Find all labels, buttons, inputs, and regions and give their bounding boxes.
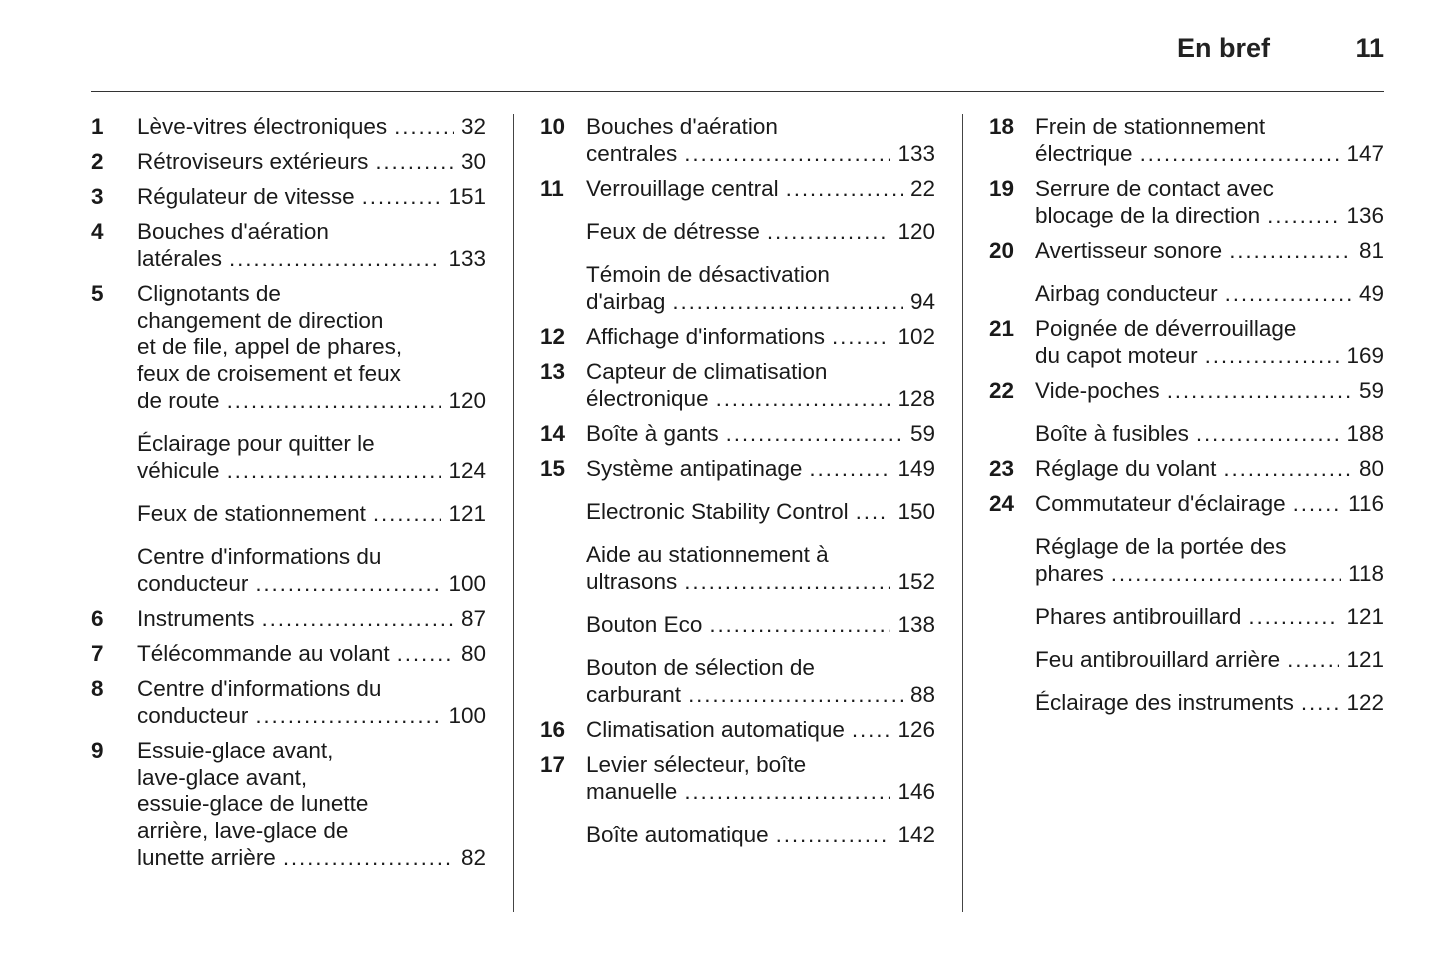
entry-page-number[interactable]: 133 [448, 245, 486, 271]
entry-text-line: Système antipatinage [586, 455, 803, 481]
dot-leader [852, 717, 891, 744]
index-entry[interactable] [540, 324, 935, 351]
entry-text-line: Serrure de contact avec [1035, 175, 1274, 201]
entry-last-line [586, 682, 935, 709]
entry-last-line [1035, 604, 1384, 631]
entry-last-line [137, 458, 486, 485]
entry-page-number[interactable]: 120 [897, 218, 935, 244]
entry-last-line [1035, 238, 1384, 265]
entry-number: 14 [540, 420, 566, 446]
entry-last-line [1035, 690, 1384, 717]
entry-text-line: électrique [1035, 140, 1133, 166]
page-header [0, 28, 1384, 68]
dot-leader [809, 456, 890, 483]
entry-page-number[interactable]: 149 [897, 455, 935, 481]
entry-number: 10 [540, 114, 566, 139]
entry-page-number[interactable]: 121 [1346, 603, 1384, 629]
entry-page-number[interactable]: 147 [1346, 140, 1384, 166]
entry-page-number[interactable]: 102 [897, 323, 935, 349]
entry-last-line [137, 606, 486, 633]
entry-text-line: manuelle [586, 778, 678, 804]
index-entry[interactable] [91, 431, 486, 485]
entry-page-number[interactable]: 81 [1358, 237, 1384, 263]
entry-text-line: Bouches d'aération [137, 218, 329, 244]
entry-text-line: Éclairage des instruments [1035, 690, 1294, 716]
entry-last-line [137, 571, 486, 598]
entry-page-number[interactable]: 32 [460, 114, 486, 139]
entry-number: 17 [540, 752, 566, 777]
index-column-2 [540, 114, 935, 849]
entry-text-line: et de file, appel de phares, [137, 334, 403, 360]
entry-text-line: conducteur [137, 571, 249, 597]
entry-number: 6 [91, 606, 104, 632]
entry-page-number[interactable]: 82 [460, 845, 486, 870]
entry-text-line: Bouton de sélection de [586, 655, 815, 681]
entry-last-line [137, 703, 486, 730]
entry-text-line: Clignotants de [137, 280, 281, 306]
entry-number: 15 [540, 455, 566, 481]
entry-text-line: Éclairage pour quitter le [137, 431, 375, 457]
entry-text-line: arrière, lave-glace de [137, 818, 349, 844]
dot-leader [262, 606, 454, 633]
entry-text-line: Avertisseur sonore [1035, 237, 1223, 263]
entry-text-line: Essuie-glace avant, [137, 737, 334, 763]
entry-number: 1 [91, 114, 104, 139]
entry-number: 23 [989, 455, 1015, 481]
entry-number: 20 [989, 237, 1015, 263]
entry-text-line: Aide au stationnement à [586, 542, 829, 568]
index-entry[interactable] [540, 219, 935, 246]
entry-text-line: Capteur de climatisation [586, 358, 828, 384]
index-entry[interactable] [91, 219, 486, 273]
entry-text-line: Télécommande au volant [137, 641, 390, 667]
entry-last-line [1035, 647, 1384, 674]
index-column-1 [91, 114, 486, 872]
entry-page-number[interactable]: 124 [448, 457, 486, 483]
entry-last-line [137, 114, 486, 141]
entry-last-line [137, 845, 486, 872]
entry-page-number[interactable]: 80 [1358, 455, 1384, 481]
dot-leader [1293, 491, 1341, 518]
entry-last-line [137, 501, 486, 528]
entry-page-number[interactable]: 169 [1346, 342, 1384, 368]
entry-text-line: essuie-glace de lunette [137, 791, 369, 817]
entry-page-number[interactable]: 126 [897, 717, 935, 743]
entry-text-line: Centre d'informations du [137, 544, 382, 570]
entry-last-line [586, 421, 935, 448]
section-title: En bref [1176, 33, 1270, 63]
index-entry[interactable] [540, 655, 935, 709]
entry-text-line: conducteur [137, 702, 249, 728]
index-entry[interactable] [989, 421, 1384, 448]
index-entry[interactable] [540, 717, 935, 744]
entry-text-line: Réglage de la portée des [1035, 533, 1287, 559]
dot-leader [688, 682, 903, 709]
entry-number: 24 [989, 490, 1015, 516]
dot-leader [362, 184, 442, 211]
entry-last-line [586, 779, 935, 806]
entry-page-number[interactable]: 59 [909, 420, 935, 446]
entry-text-line: lave-glace avant, [137, 764, 308, 790]
index-entry[interactable] [989, 316, 1384, 370]
entry-page-number[interactable]: 133 [897, 140, 935, 166]
entry-last-line [586, 219, 935, 246]
entry-number: 22 [989, 377, 1015, 403]
dot-leader [1196, 421, 1340, 448]
entry-page-number[interactable]: 100 [448, 702, 486, 728]
dot-leader [394, 114, 454, 141]
entry-page-number[interactable]: 136 [1346, 202, 1384, 228]
entry-page-number[interactable]: 116 [1348, 490, 1384, 516]
entry-page-number[interactable]: 121 [1346, 647, 1384, 673]
entry-text-line: de route [137, 387, 220, 413]
index-entry[interactable] [989, 647, 1384, 674]
entry-page-number[interactable]: 150 [897, 498, 935, 524]
entry-number: 18 [989, 114, 1015, 139]
entry-last-line [1035, 421, 1384, 448]
entry-last-line [1035, 343, 1384, 370]
dot-leader [1287, 647, 1339, 674]
entry-last-line [137, 388, 486, 415]
entry-page-number[interactable]: 59 [1358, 377, 1384, 403]
entry-last-line [1035, 456, 1384, 483]
entry-text-line: électronique [586, 385, 709, 411]
entry-text-line: Poignée de déverrouillage [1035, 315, 1297, 341]
entry-last-line [137, 184, 486, 211]
entry-last-line [586, 456, 935, 483]
dot-leader [726, 421, 903, 448]
index-entry[interactable] [91, 184, 486, 211]
index-entry[interactable] [540, 359, 935, 413]
entry-last-line [586, 569, 935, 596]
entry-page-number[interactable]: 152 [897, 568, 935, 594]
entry-last-line [586, 386, 935, 413]
entry-text-line: carburant [586, 682, 682, 708]
index-entry[interactable] [989, 604, 1384, 631]
entry-last-line [586, 822, 935, 849]
entry-number: 16 [540, 717, 566, 743]
entry-text-line: Boîte automatique [586, 821, 769, 847]
entry-text-line: Feux de stationnement [137, 501, 366, 527]
entry-text-line: Régulateur de vitesse [137, 183, 355, 209]
entry-text-line: Levier sélecteur, boîte [586, 752, 807, 777]
entry-text-line: changement de direction [137, 307, 384, 333]
dot-leader [1140, 141, 1340, 168]
index-entry[interactable] [540, 822, 935, 849]
entry-page-number[interactable]: 30 [460, 148, 486, 174]
index-entry[interactable] [540, 542, 935, 596]
entry-last-line [586, 717, 935, 744]
index-entry[interactable] [91, 114, 486, 141]
index-entry[interactable] [989, 281, 1384, 308]
entry-text-line: Airbag conducteur [1035, 280, 1218, 306]
entry-text-line: blocage de la direction [1035, 202, 1261, 228]
dot-leader [1167, 378, 1352, 405]
entry-number: 21 [989, 315, 1015, 341]
index-entry[interactable] [91, 149, 486, 176]
index-entry[interactable] [989, 176, 1384, 230]
entry-last-line [586, 176, 935, 203]
entry-text-line: Frein de stationnement [1035, 114, 1266, 139]
entry-last-line [1035, 281, 1384, 308]
entry-last-line [1035, 141, 1384, 168]
index-entry[interactable] [540, 421, 935, 448]
index-entry[interactable] [989, 114, 1384, 168]
dot-leader [767, 219, 891, 246]
entry-text-line: Feu antibrouillard arrière [1035, 647, 1281, 673]
entry-last-line [1035, 378, 1384, 405]
entry-number: 3 [91, 183, 104, 209]
entry-text-line: Phares antibrouillard [1035, 603, 1242, 629]
entry-number: 19 [989, 175, 1015, 201]
entry-last-line [1035, 203, 1384, 230]
entry-text-line: Verrouillage central [586, 175, 779, 201]
entry-page-number[interactable]: 128 [897, 385, 935, 411]
dot-leader [227, 388, 442, 415]
entry-text-line: Instruments [137, 606, 255, 632]
dot-leader [672, 289, 903, 316]
entry-last-line [586, 499, 935, 526]
entry-last-line [586, 612, 935, 639]
index-entry[interactable] [540, 262, 935, 316]
entry-text-line: du capot moteur [1035, 342, 1198, 368]
index-column-3 [989, 114, 1384, 717]
index-entry[interactable] [540, 456, 935, 483]
index-entry[interactable] [989, 690, 1384, 717]
entry-text-line: d'airbag [586, 288, 666, 314]
dot-leader [227, 458, 442, 485]
index-entry[interactable] [91, 606, 486, 633]
index-entry[interactable] [989, 378, 1384, 405]
index-entry[interactable] [989, 491, 1384, 518]
dot-leader [1223, 456, 1352, 483]
dot-leader [684, 141, 890, 168]
entry-text-line: véhicule [137, 457, 220, 483]
entry-text-line: Commutateur d'éclairage [1035, 490, 1286, 516]
entry-page-number[interactable]: 142 [897, 821, 935, 847]
header-rule [91, 91, 1384, 92]
entry-text-line: Bouton Eco [586, 612, 703, 638]
entry-number: 12 [540, 323, 566, 349]
index-entry[interactable] [91, 281, 486, 415]
index-entry[interactable] [540, 114, 935, 168]
entry-text-line: lunette arrière [137, 845, 276, 870]
entry-text-line: Bouches d'aération [586, 114, 778, 139]
entry-last-line [137, 246, 486, 273]
entry-page-number[interactable]: 121 [448, 501, 486, 527]
index-entry[interactable] [540, 499, 935, 526]
index-entry[interactable] [989, 456, 1384, 483]
dot-leader [1248, 604, 1339, 631]
entry-text-line: Boîte à fusibles [1035, 420, 1189, 446]
dot-leader [283, 845, 454, 872]
dot-leader [716, 386, 891, 413]
index-entry[interactable] [91, 738, 486, 872]
dot-leader [776, 822, 891, 849]
entry-text-line: Feux de détresse [586, 218, 760, 244]
entry-page-number[interactable]: 87 [460, 606, 486, 632]
dot-leader [375, 149, 454, 176]
entry-page-number[interactable]: 122 [1346, 690, 1384, 716]
index-entry[interactable] [540, 176, 935, 203]
entry-page-number[interactable]: 151 [448, 183, 486, 209]
dot-leader [1301, 690, 1340, 717]
entry-text-line: Réglage du volant [1035, 455, 1217, 481]
index-entry[interactable] [540, 612, 935, 639]
entry-text-line: Affichage d'informations [586, 323, 826, 349]
entry-last-line [586, 289, 935, 316]
dot-leader [255, 703, 441, 730]
entry-page-number[interactable]: 49 [1358, 280, 1384, 306]
entry-number: 8 [91, 676, 104, 702]
entry-page-number[interactable]: 118 [1348, 560, 1384, 586]
entry-page-number[interactable]: 138 [897, 612, 935, 638]
entry-text-line: Lève-vitres électroniques [137, 114, 388, 139]
dot-leader [1111, 561, 1341, 588]
entry-text-line: ultrasons [586, 568, 678, 594]
entry-number: 4 [91, 218, 104, 244]
dot-leader [1267, 203, 1339, 230]
entry-page-number[interactable]: 80 [460, 641, 486, 667]
entry-page-number[interactable]: 88 [909, 682, 935, 708]
entry-number: 7 [91, 641, 104, 667]
index-entry[interactable] [989, 238, 1384, 265]
dot-leader [684, 569, 890, 596]
dot-leader [1225, 281, 1352, 308]
dot-leader [684, 779, 890, 806]
entry-page-number[interactable]: 120 [448, 387, 486, 413]
dot-leader [373, 501, 442, 528]
dot-leader [255, 571, 441, 598]
dot-leader [786, 176, 903, 203]
column-divider [962, 114, 963, 912]
entry-text-line: latérales [137, 245, 223, 271]
entry-page-number[interactable]: 22 [909, 175, 935, 201]
entry-text-line: Boîte à gants [586, 420, 719, 446]
entry-text-line: Rétroviseurs extérieurs [137, 148, 369, 174]
entry-text-line: phares [1035, 560, 1104, 586]
entry-text-line: Climatisation automatique [586, 717, 845, 743]
dot-leader [397, 641, 454, 668]
entry-number: 9 [91, 737, 104, 763]
entry-text-line: Témoin de désactivation [586, 262, 830, 288]
entry-last-line [586, 324, 935, 351]
entry-page-number[interactable]: 94 [909, 288, 935, 314]
page-number: 11 [1355, 33, 1384, 63]
entry-page-number[interactable]: 100 [448, 571, 486, 597]
entry-last-line [586, 141, 935, 168]
entry-page-number[interactable]: 146 [897, 778, 935, 804]
index-entry[interactable] [540, 752, 935, 806]
entry-page-number[interactable]: 188 [1346, 420, 1384, 446]
entry-number: 11 [540, 175, 564, 201]
dot-leader [229, 246, 441, 273]
entry-text-line: Electronic Stability Control [586, 498, 849, 524]
entry-text-line: Vide-poches [1035, 377, 1160, 403]
dot-leader [832, 324, 890, 351]
entry-number: 2 [91, 148, 104, 174]
entry-last-line [1035, 491, 1384, 518]
entry-number: 5 [91, 280, 104, 306]
index-entry[interactable] [91, 676, 486, 730]
entry-text-line: Centre d'informations du [137, 676, 382, 702]
index-entry[interactable] [91, 501, 486, 528]
entry-text-line: centrales [586, 140, 678, 166]
index-entry[interactable] [91, 544, 486, 598]
index-entry[interactable] [91, 641, 486, 668]
entry-last-line [137, 641, 486, 668]
dot-leader [856, 499, 891, 526]
entry-last-line [137, 149, 486, 176]
dot-leader [709, 612, 890, 639]
entry-last-line [1035, 561, 1384, 588]
entry-text-line: feux de croisement et feux [137, 361, 401, 387]
dot-leader [1229, 238, 1352, 265]
column-divider [513, 114, 514, 912]
entry-number: 13 [540, 358, 566, 384]
dot-leader [1205, 343, 1340, 370]
index-entry[interactable] [989, 534, 1384, 588]
